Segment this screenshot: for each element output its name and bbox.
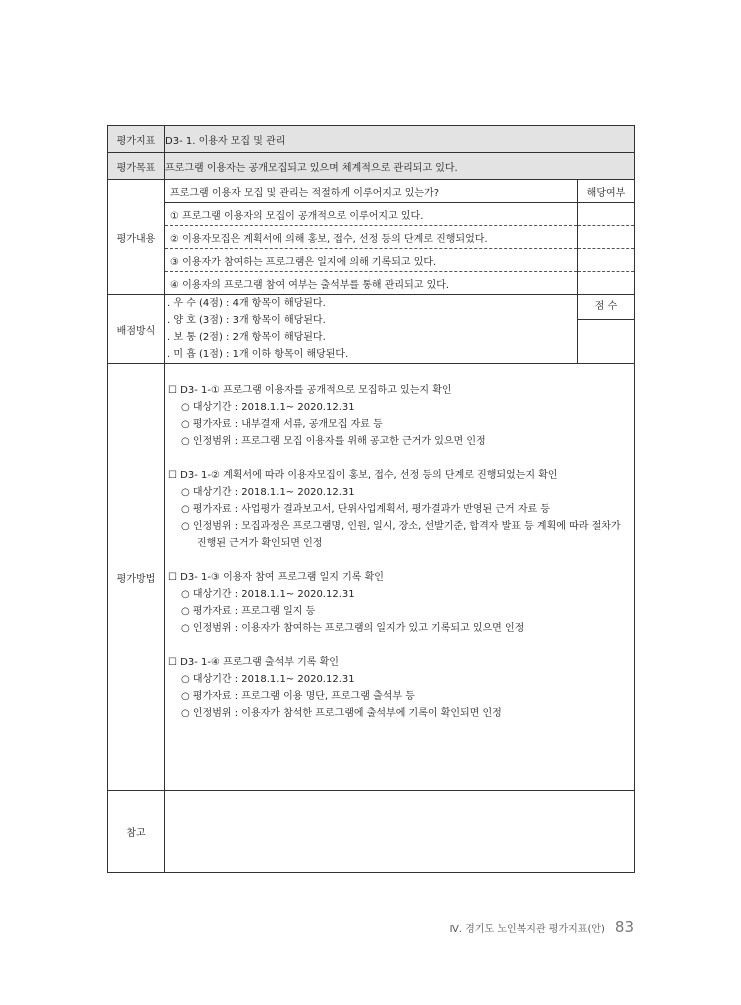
method-item: ○ 평가자료 : 프로그램 일지 등 xyxy=(181,606,316,617)
method-section xyxy=(168,569,630,637)
goal-value: 프로그램 이용자는 공개모집되고 있으며 체계적으로 관리되고 있다. xyxy=(165,153,635,180)
score-header: 점 수 xyxy=(578,295,634,320)
scoring-label: 배점방식 xyxy=(108,295,165,364)
applicable-cell xyxy=(578,203,635,226)
note-value xyxy=(165,791,635,873)
method-cell xyxy=(165,364,635,791)
content-cell xyxy=(165,180,635,295)
scoring-lines xyxy=(165,295,578,363)
content-item: ④ 이용자의 프로그램 참여 여부는 출석부를 통해 관리되고 있다. xyxy=(170,279,450,291)
scoring-inner-table xyxy=(165,295,634,363)
applicable-cell xyxy=(578,272,635,295)
method-item: ○ 대상기간 : 2018.1.1~ 2020.12.31 xyxy=(181,402,355,413)
content-item: ① 프로그램 이용자의 모집이 공개적으로 이루어지고 있다. xyxy=(165,203,578,226)
method-section xyxy=(168,382,630,450)
content-item: ③ 이용자가 참여하는 프로그램은 일지에 의해 기록되고 있다. xyxy=(165,249,578,272)
note-label: 참고 xyxy=(108,791,165,873)
method-section xyxy=(168,467,630,552)
method-item: ○ 평가자료 : 프로그램 이용 명단, 프로그램 출석부 등 xyxy=(181,691,415,702)
method-item: ○ 인정범위 : 이용자가 참여하는 프로그램의 일지가 있고 기록되고 있으면 인정 xyxy=(181,623,525,634)
content-inner-table xyxy=(165,180,634,294)
content-item: ② 이용자모집은 계획서에 의해 홍보, 접수, 선정 등의 단계로 진행되었다. xyxy=(165,226,578,249)
score-column xyxy=(578,295,635,363)
method-item: ○ 평가자료 : 내부결재 서류, 공개모집 자료 등 xyxy=(181,419,383,430)
method-section-title: ☐ D3- 1-③ 이용자 참여 프로그램 일지 기록 확인 xyxy=(168,572,384,583)
indicator-label: 평가지표 xyxy=(108,126,165,153)
method-item: ○ 인정범위 : 프로그램 모집 이용자를 위해 공고한 근거가 있으면 인정 xyxy=(181,436,486,447)
scoring-line: . 미 흡 (1점) : 1개 이하 항목이 해당된다. xyxy=(167,349,349,360)
method-section-title: ☐ D3- 1-④ 프로그램 출석부 기록 확인 xyxy=(168,657,339,668)
goal-label: 평가목표 xyxy=(108,153,165,180)
page-number: 83 xyxy=(614,918,634,936)
scoring-line: . 보 통 (2점) : 2개 항목이 해당된다. xyxy=(167,332,326,343)
footer-title: Ⅳ. 경기도 노인복지관 평가지표(안) xyxy=(449,924,605,935)
scoring-line: . 양 호 (3점) : 3개 항목이 해당된다. xyxy=(167,315,326,326)
applicable-cell xyxy=(578,226,635,249)
content-question: 프로그램 이용자 모집 및 관리는 적절하게 이루어지고 있는가? xyxy=(165,180,578,203)
indicator-value: D3- 1. 이용자 모집 및 관리 xyxy=(165,126,635,153)
evaluation-table xyxy=(107,125,635,873)
method-section-title: ☐ D3- 1-① 프로그램 이용자를 공개적으로 모집하고 있는지 확인 xyxy=(168,385,452,396)
scoring-cell xyxy=(165,295,635,364)
applicable-cell xyxy=(578,249,635,272)
method-item: ○ 대상기간 : 2018.1.1~ 2020.12.31 xyxy=(181,674,355,685)
applicable-header: 해당여부 xyxy=(578,180,635,203)
method-section-title: ☐ D3- 1-② 계획서에 따라 이용자모집이 홍보, 접수, 선정 등의 단계로 진행되었는지 확인 xyxy=(168,470,558,481)
method-section xyxy=(168,654,630,722)
method-item: ○ 대상기간 : 2018.1.1~ 2020.12.31 xyxy=(181,589,355,600)
method-item: ○ 인정범위 : 이용자가 참석한 프로그램에 출석부에 기록이 확인되면 인정 xyxy=(181,708,502,719)
method-item: ○ 대상기간 : 2018.1.1~ 2020.12.31 xyxy=(181,487,355,498)
page-footer xyxy=(450,918,634,936)
scoring-line: . 우 수 (4점) : 4개 항목이 해당된다. xyxy=(167,298,326,309)
method-item: ○ 평가자료 : 사업평가 결과보고서, 단위사업계획서, 평가결과가 반영된 근거 자료 등 xyxy=(181,504,551,515)
content-label: 평가내용 xyxy=(108,180,165,295)
method-item: ○ 인정범위 : 모집과정은 프로그램명, 인원, 일시, 장소, 선발기준, 합격자 발표 등 계획에 따라 절차가 진행된 근거가 확인되면 인정 xyxy=(181,521,621,549)
method-label: 평가방법 xyxy=(108,364,165,791)
